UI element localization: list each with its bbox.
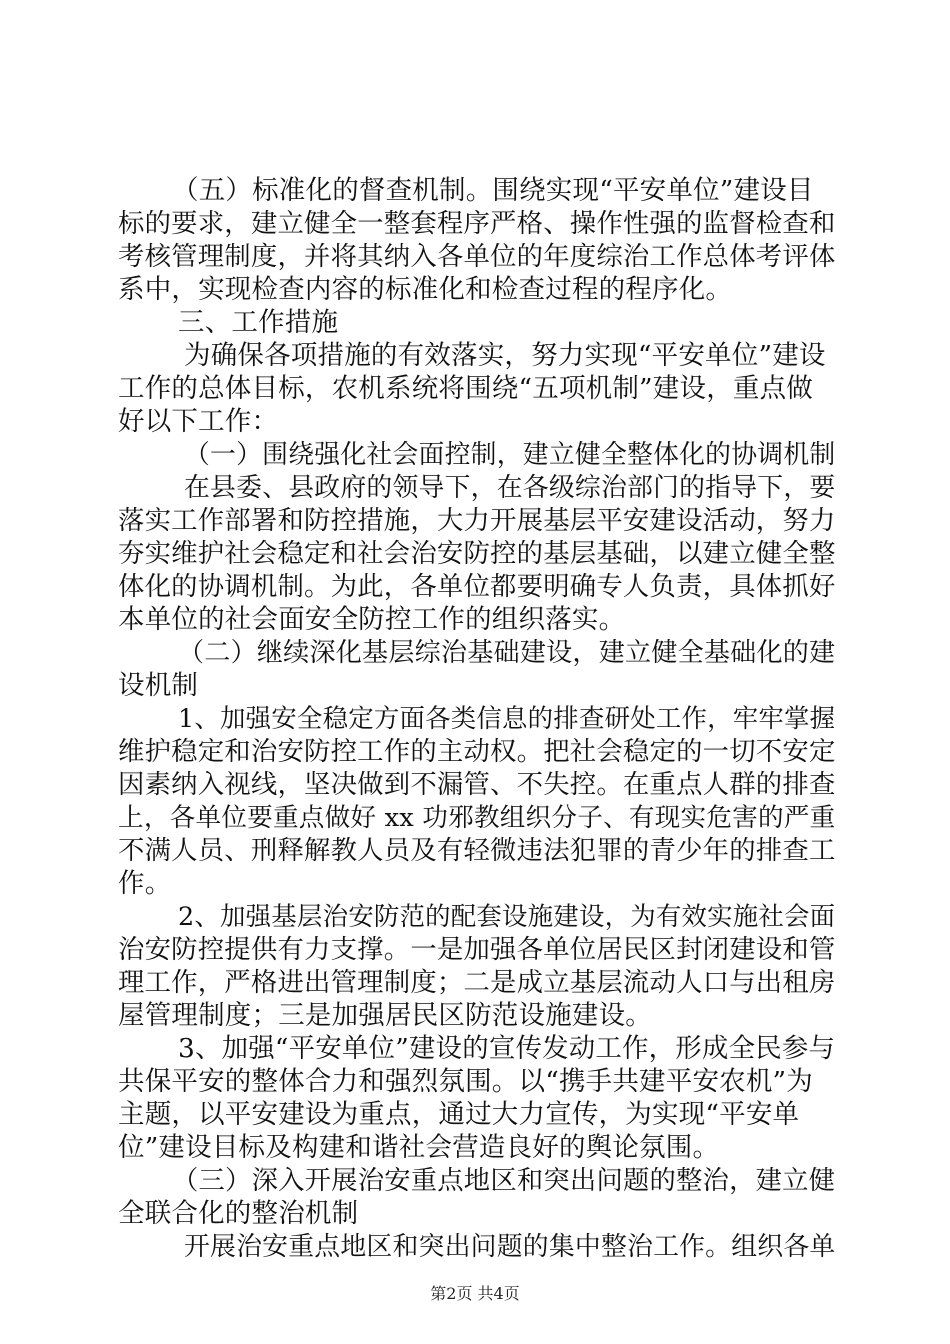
subsection-heading: 全联合化的整治机制	[118, 1198, 359, 1229]
paragraph-line: 夯实维护社会稳定和社会治安防控的基层基础，以建立健全整	[118, 539, 836, 569]
paragraph-line: 开展治安重点地区和突出问题的集中整治工作。组织各单	[184, 1232, 836, 1262]
page-footer: 第2页 共4页	[430, 1284, 520, 1303]
paragraph-line: 为确保各项措施的有效落实，努力实现“平安单位”建设	[184, 340, 826, 371]
paragraph-line: 共保平安的整体合力和强烈氛围。以“携手共建平安农机”为	[118, 1066, 813, 1097]
paragraph-line: 维护稳定和治安防控工作的主动权。把社会稳定的一切不安定	[118, 737, 836, 767]
paragraph-line: 考核管理制度，并将其纳入各单位的年度综治工作总体考评体	[118, 242, 836, 272]
paragraph-line: 好以下工作：	[118, 406, 279, 437]
paragraph-line: 因素纳入视线，坚决做到不漏管、不失控。在重点人群的排查	[118, 770, 836, 800]
paragraph-line: 作。	[118, 868, 172, 899]
paragraph-line: 主题，以平安建设为重点，通过大力宣传，为实现“平安单	[118, 1099, 800, 1130]
paragraph-line: 在县委、县政府的领导下，在各级综治部门的指导下，要	[184, 473, 836, 503]
subsection-heading: （三）深入开展治安重点地区和突出问题的整治，建立健	[172, 1166, 836, 1196]
paragraph-line: 屋管理制度；三是加强居民区防范设施建设。	[118, 1000, 652, 1031]
paragraph-line: 本单位的社会面安全防控工作的组织落实。	[118, 604, 626, 635]
subsection-heading: 设机制	[118, 670, 199, 701]
paragraph-line: 1、加强安全稳定方面各类信息的排查研处工作，牢牢掌握	[178, 704, 836, 734]
paragraph-line: 3、加强“平安单位”建设的宣传发动工作，形成全民参与	[178, 1033, 836, 1064]
paragraph-line: （五）标准化的督查机制。围绕实现“平安单位”建设目	[172, 175, 814, 206]
paragraph-line: 体化的协调机制。为此，各单位都要明确专人负责，具体抓好	[118, 572, 836, 602]
section-heading: 三、工作措施	[178, 307, 339, 338]
paragraph-line: 落实工作部署和防控措施，大力开展基层平安建设活动，努力	[118, 506, 836, 536]
paragraph-line: 上，各单位要重点做好 xx 功邪教组织分子、有现实危害的严重	[118, 803, 836, 833]
subsection-heading: （一）围绕强化社会面控制，建立健全整体化的协调机制	[184, 440, 836, 470]
paragraph-line: 不满人员、刑释解教人员及有轻微违法犯罪的青少年的排查工	[118, 836, 836, 866]
paragraph-line: 治安防控提供有力支撑。一是加强各单位居民区封闭建设和管	[118, 935, 836, 965]
paragraph-line: 理工作，严格进出管理制度；二是成立基层流动人口与出租房	[118, 968, 836, 998]
paragraph-line: 位”建设目标及构建和谐社会营造良好的舆论氛围。	[118, 1132, 720, 1163]
paragraph-line: 系中，实现检查内容的标准化和检查过程的程序化。	[118, 274, 733, 305]
paragraph-line: 工作的总体目标，农机系统将围绕“五项机制”建设，重点做	[118, 373, 813, 404]
paragraph-line: 标的要求，建立健全一整套程序严格、操作性强的监督检查和	[118, 209, 836, 239]
subsection-heading: （二）继续深化基层综治基础建设，建立健全基础化的建	[178, 638, 836, 668]
paragraph-line: 2、加强基层治安防范的配套设施建设，为有效实施社会面	[178, 902, 836, 932]
